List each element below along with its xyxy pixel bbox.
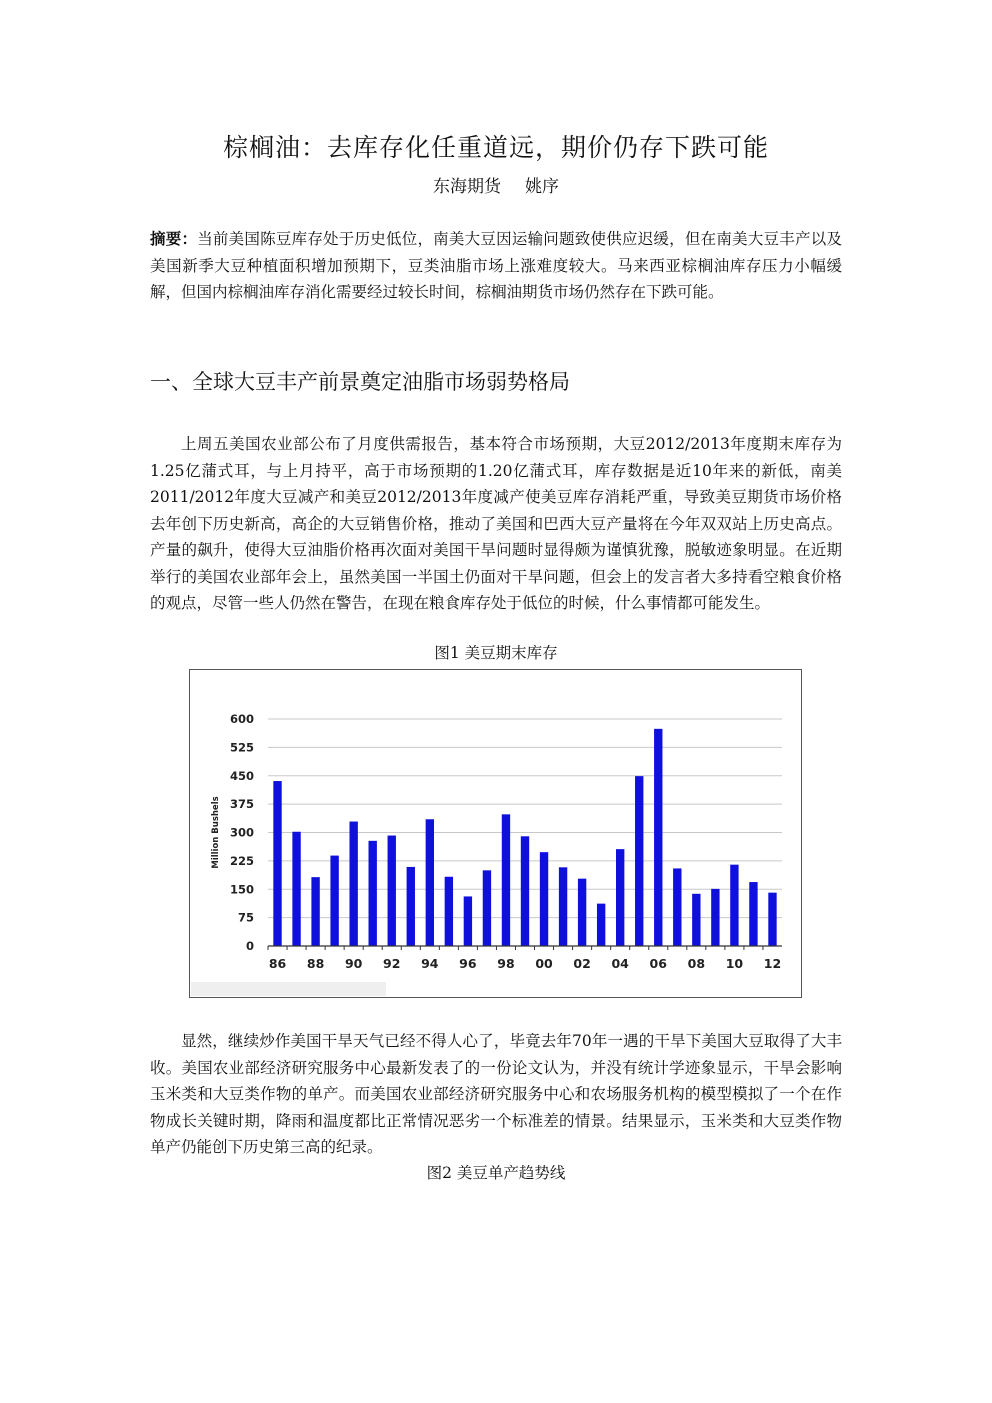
y-tick-label: 450 [229,768,254,783]
abstract-label: 摘要： [150,230,198,248]
document-title: 棕榈油：去库存化任重道远，期价仍存下跌可能 [222,133,769,162]
bar-87 [292,832,300,946]
bar-99 [521,836,529,946]
figure-2-caption: 图2 美豆单产趋势线 [426,1164,566,1182]
x-tick-label: 86 [268,956,287,971]
y-tick-label: 75 [237,910,254,925]
bar-92 [388,836,396,946]
x-tick-label: 08 [687,956,706,971]
bar-12 [768,893,776,946]
x-tick-label: 10 [725,956,744,971]
author-line [0,172,992,197]
bar-03 [597,904,605,946]
bar-11 [749,882,757,946]
x-tick-label: 12 [763,956,782,971]
bar-08 [692,894,700,946]
x-tick-label: 98 [497,956,515,971]
x-tick-label: 00 [535,956,553,971]
figure-1-caption: 图1 美豆期末库存 [434,644,558,662]
bar-10 [730,865,738,946]
y-tick-label: 0 [245,939,254,953]
bar-91 [369,841,377,946]
bar-07 [673,868,681,946]
bar-09 [711,889,719,946]
abstract [150,226,842,306]
bar-05 [635,776,643,946]
section-heading: 一、全球大豆丰产前景奠定油脂市场弱势格局 [150,370,570,394]
x-tick-label: 90 [344,956,363,971]
body-paragraph-1: 上周五美国农业部公布了月度供需报告，基本符合市场预期，大豆2012/2013年度期末库存为1.25亿蒲式耳，与上月持平，高于市场预期的1.20亿蒲式耳，库存数据是近10年来的新低，南美2011/2012年度大豆减产和美豆2012/2013年度减产使美豆库存消耗严重，导致美豆期货市场价格去年创下历史新高，高企的大豆销售价格，推动了美国和巴西大豆产量将在今年双双站上历史高点。产量的飙升，使得大豆油脂价格再次面对美国干旱问题时显得颇为谨慎犹豫，脱敏迹象明显。在近期举行的美国农业部年会上，虽然美国一半国土仍面对干旱问题，但会上的发言者大多持看空粮食价格的观点，尽管一些人仍然在警告，在现在粮食库存处于低位的时候，什么事情都可能发生。 [150,435,842,612]
chart-footer-shade [191,982,386,996]
bar-02 [578,879,586,946]
y-tick-label: 525 [229,740,254,755]
bar-94 [426,819,434,946]
x-tick-label: 92 [383,956,401,971]
bar-96 [464,896,472,946]
y-tick-label: 300 [229,825,254,840]
bar-04 [616,849,624,946]
x-tick-label: 02 [573,956,591,971]
bar-06 [654,729,662,946]
bar-00 [540,852,548,946]
abstract-text: 当前美国陈豆库存处于历史低位，南美大豆因运输问题致使供应迟缓，但在南美大豆丰产以及美国新季大豆种植面积增加预期下，豆类油脂市场上涨难度较大。马来西亚棕榈油库存压力小幅缓解，但国内棕榈油库存消化需要经过较长时间，棕榈油期货市场仍然存在下跌可能。 [150,230,842,301]
bar-97 [483,870,491,946]
bar-93 [407,867,415,946]
bar-89 [330,856,338,946]
bar-98 [502,814,510,946]
bar-95 [445,877,453,946]
bar-86 [273,781,281,946]
x-tick-label: 96 [459,956,477,971]
x-tick-label: 04 [611,956,629,971]
bar-01 [559,867,567,946]
y-tick-label: 375 [229,797,254,812]
bar-88 [311,877,319,946]
y-tick-label: 225 [229,853,254,868]
x-tick-label: 94 [421,956,439,971]
soybean-ending-stocks-bar-chart [190,670,801,997]
y-tick-label: 600 [229,712,254,726]
figure-1-chart [189,669,802,998]
author-name: 姚序 [525,177,559,197]
y-tick-label: 150 [229,882,254,897]
bar-90 [349,822,357,946]
x-tick-label: 88 [306,956,325,971]
body-paragraph-2: 显然，继续炒作美国干旱天气已经不得人心了，毕竟去年70年一遇的干旱下美国大豆取得了大丰收。美国农业部经济研究服务中心最新发表了的一份论文认为，并没有统计学迹象显示，干旱会影响玉米类和大豆类作物的单产。而美国农业部经济研究服务中心和农场服务机构的模型模拟了一个在作物成长关键时期，降雨和温度都比正常情况恶劣一个标准差的情景。结果显示，玉米类和大豆类作物单产仍能创下历史第三高的纪录。 [150,1032,842,1156]
x-tick-label: 06 [649,956,667,971]
y-axis-label: Million Bushels [211,796,221,869]
author-organization: 东海期货 [433,177,501,197]
